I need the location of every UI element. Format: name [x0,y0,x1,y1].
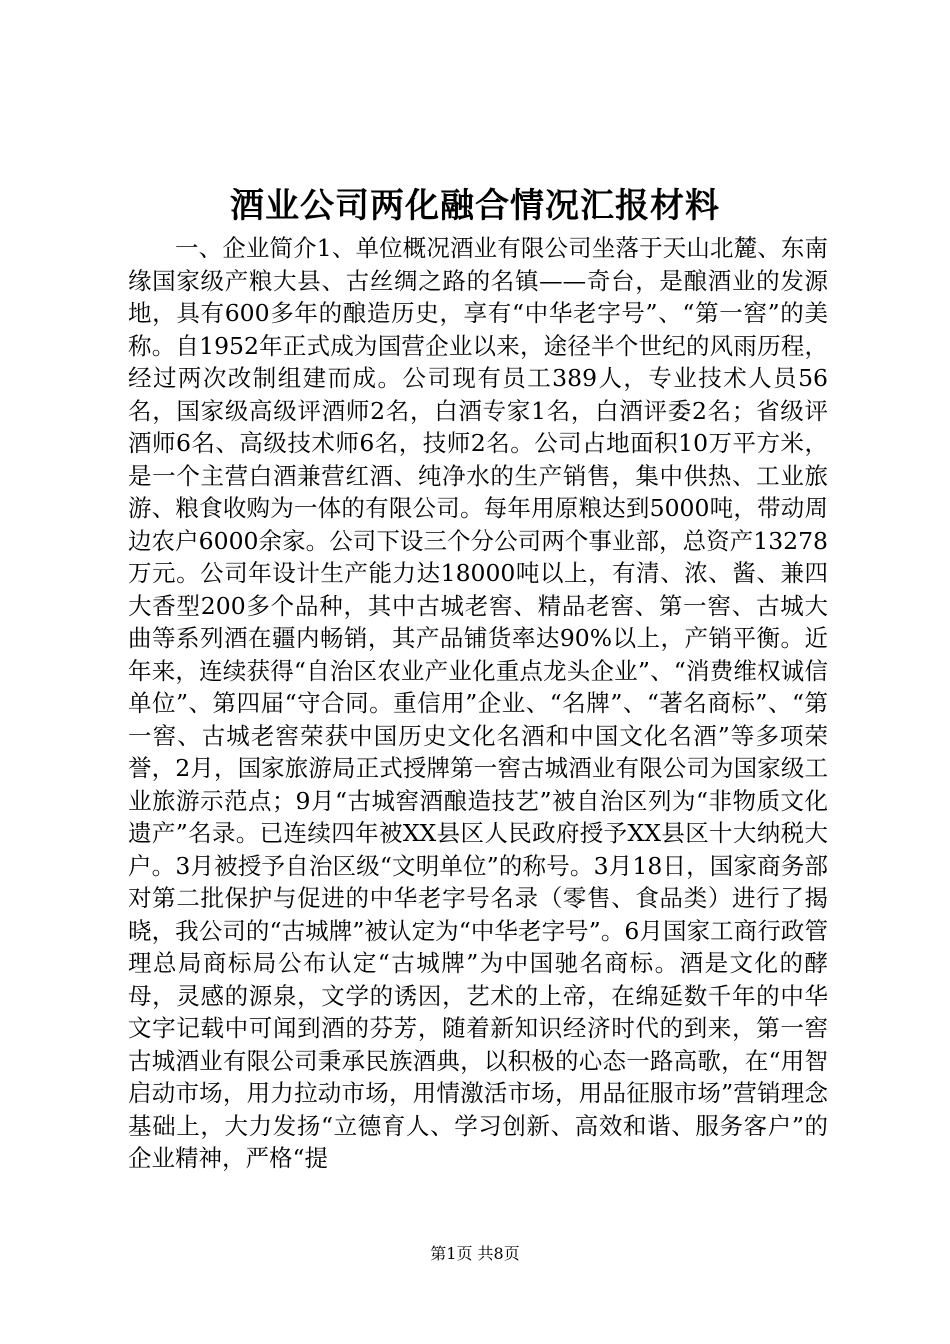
body-paragraph: 一、企业简介1、单位概况酒业有限公司坐落于天山北麓、东南缘国家级产粮大县、古丝绸之路的名镇——奇台，是酿酒业的发源地，具有600多年的酿造历史，享有“中华老字号”、“第一窖”的美称。自1952年正式成为国营企业以来，途径半个世纪的风雨历程，经过两次改制组建而成。公司现有员工389人，专业技术人员56名，国家级高级评酒师2名，白酒专家1名，白酒评委2名；省级评酒师6名、高级技术师6名，技师2名。公司占地面积10万平方米，是一个主营白酒兼营红酒、纯净水的生产销售，集中供热、工业旅游、粮食收购为一体的有限公司。每年用原粮达到5000吨，带动周边农户6000余家。公司下设三个分公司两个事业部，总资产13278万元。公司年设计生产能力达18000吨以上，有清、浓、酱、兼四大香型200多个品种，其中古城老窖、精品老窖、第一窖、古城大曲等系列酒在疆内畅销，其产品铺货率达90%以上，产销平衡。近年来，连续获得“自治区农业产业化重点龙头企业”、“消费维权诚信单位”、第四届“守合同。重信用”企业、“名牌”、“著名商标”、“第一窖、古城老窖荣获中国历史文化名酒和中国文化名酒”等多项荣誉，2月，国家旅游局正式授牌第一窖古城酒业有限公司为国家级工业旅游示范点；9月“古城窖酒酿造技艺”被自治区列为“非物质文化遗产”名录。已连续四年被XX县区人民政府授予XX县区十大纳税大户。3月被授予自治区级“文明单位”的称号。3月18日，国家商务部对第二批保护与促进的中华老字号名录（零售、食品类）进行了揭晓，我公司的“古城牌”被认定为“中华老字号”。6月国家工商行政管理总局商标局公布认定“古城牌”为中国驰名商标。酒是文化的酵母，灵感的源泉，文学的诱因，艺术的上帝，在绵延数千年的中华文字记载中可闻到酒的芬芳，随着新知识经济时代的到来，第一窖古城酒业有限公司秉承民族酒典，以积极的心态一路高歌，在“用智启动市场，用力拉动市场，用情激活市场，用品征服市场”营销理念基础上，大力发扬“立德育人、学习创新、高效和谐、服务客户”的企业精神，严格“提 [128,234,828,1172]
document-title: 酒业公司两化融合情况汇报材料 [230,186,720,226]
page-number-footer: 第1页 共8页 [430,1244,520,1263]
